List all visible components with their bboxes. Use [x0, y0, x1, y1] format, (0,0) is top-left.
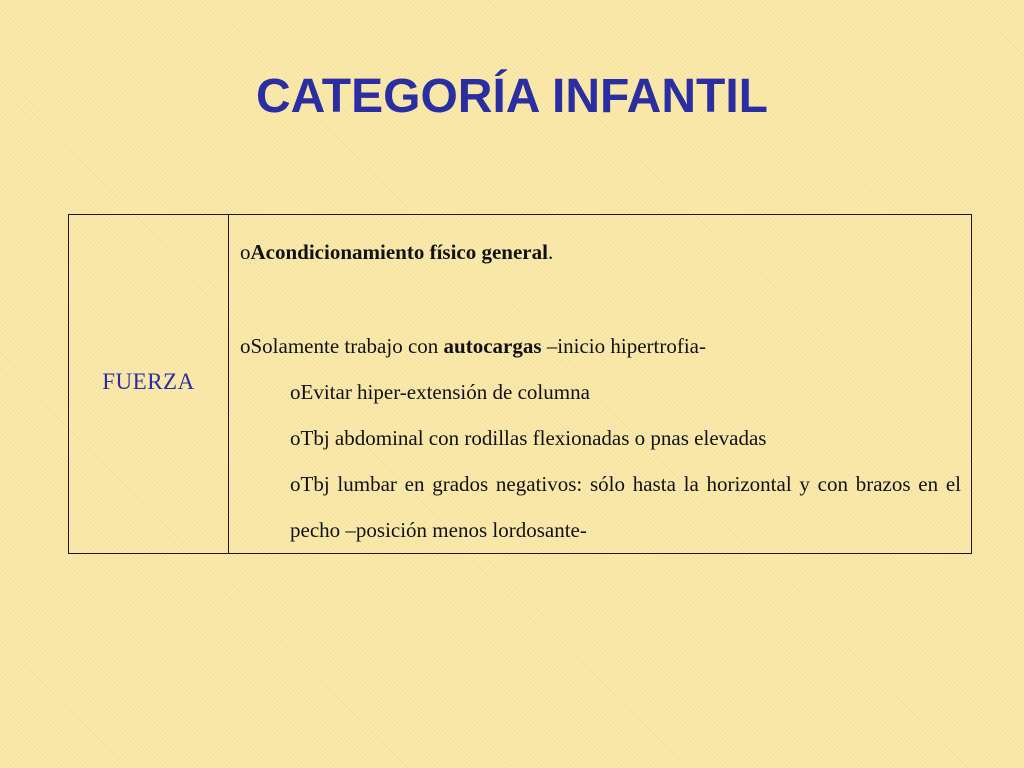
category-cell	[69, 215, 229, 554]
item-bold-text: Acondicionamiento físico general	[250, 240, 548, 264]
bullet-icon: o	[240, 334, 251, 358]
content-table	[68, 214, 972, 554]
item-text: Tbj abdominal con rodillas flexionadas o pnas elevadas	[300, 426, 767, 450]
list-item	[240, 461, 961, 553]
items-cell	[229, 215, 972, 554]
category-label: FUERZA	[102, 369, 195, 394]
table-row	[69, 215, 972, 554]
bullet-icon: o	[290, 426, 301, 450]
slide-title: CATEGORÍA INFANTIL	[256, 70, 768, 123]
bullet-icon: o	[290, 380, 301, 404]
list-item	[240, 229, 961, 275]
item-suffix: –inicio hipertrofia-	[541, 334, 706, 358]
list-item	[240, 323, 961, 369]
list-item	[240, 369, 961, 415]
bullet-icon: o	[240, 240, 251, 264]
item-suffix: .	[547, 240, 554, 264]
item-prefix: Solamente trabajo con	[250, 334, 444, 358]
item-bold-text: autocargas	[443, 334, 542, 358]
list-item	[240, 415, 961, 461]
item-text: Tbj lumbar en grados negativos: sólo hasta la horizontal y con brazos en el pecho –posición menos lordosante-	[290, 472, 961, 542]
bullet-icon: o	[290, 472, 301, 496]
item-text: Evitar hiper-extensión de columna	[300, 380, 590, 404]
